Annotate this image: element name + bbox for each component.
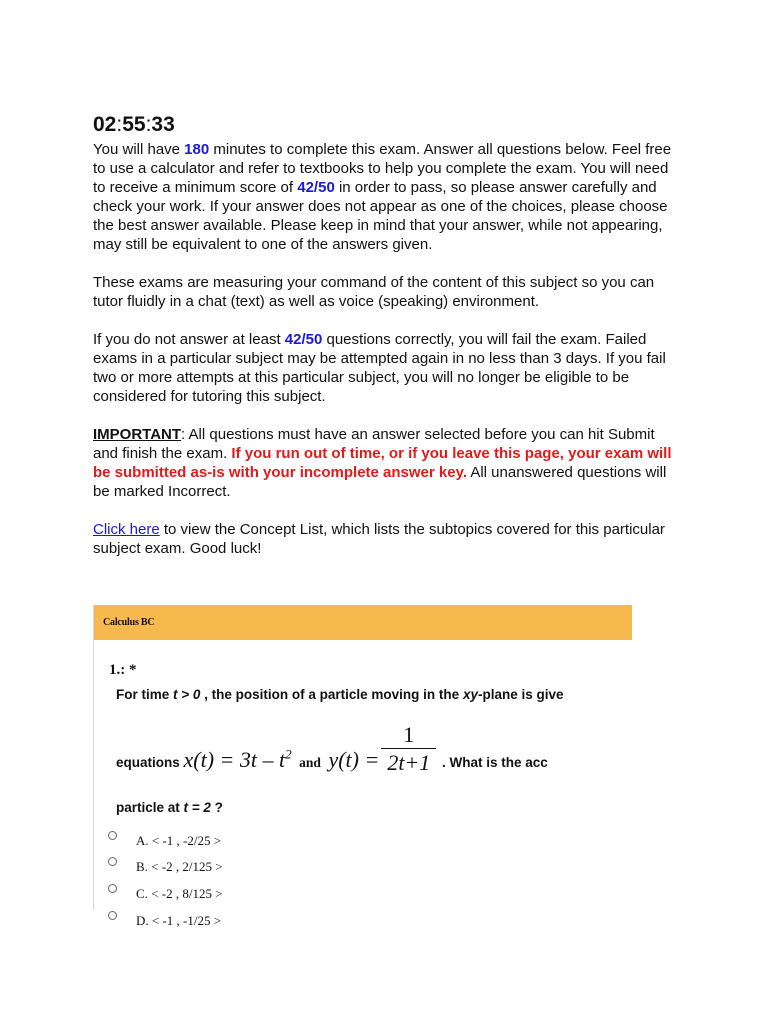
important-label: IMPORTANT — [93, 426, 182, 443]
pass-score-value: 42/50 — [284, 331, 323, 348]
answer-option-d[interactable]: D. < -1 , -1/25 > — [108, 913, 221, 929]
question-block — [94, 640, 632, 928]
purpose-paragraph: These exams are measuring your command of the content of this subject so you can tutor fluidly in a chat (text) as well as voice (speaking) environment. — [93, 274, 655, 310]
fail-paragraph: If you do not answer at least 42/50 questions correctly, you will fail the exam. Failed exams in a particular subject may be attempted again in no less than 3 days. If you fail two or more attempts at this particular subject, you will no longer be eligible to be considered for tutoring this subject. — [93, 331, 666, 405]
radio-button[interactable] — [108, 831, 117, 840]
exam-panel — [93, 605, 632, 928]
answer-option-a[interactable]: A. < -1 , -2/25 > — [108, 833, 221, 849]
question-text-line-1: For time t > 0 , the position of a particle moving in the xy-plane is give — [116, 687, 564, 702]
question-text-line-2: equations $x(t) = 3t - t^2$ and y(t) = $\frac{1}{2t+1}$ . What is the acc — [116, 722, 548, 775]
x-equation: $x(t) = 3t - t^2$ — [183, 746, 292, 773]
important-paragraph: IMPORTANT: All questions must have an answer selected before you can hit Submit and finish the exam. If you run out of time, or if you leave this page, your exam will be submitted as-is with your incomplete answer key. All unanswered questions will be marked Incorrect. — [93, 426, 672, 500]
intro-paragraph: You will have 180 minutes to complete this exam. Answer all questions below. Feel free to use a calculator and refer to textbooks to help you complete the exam. You will need to receive a minimum score of 42/50 in order to pass, so please answer carefully and check your work. If your answer does not appear as one of the choices, please choose the best answer available. Please keep in mind that your answer, while not appearing, may still be equivalent to one of the answers given. — [93, 141, 672, 253]
answer-option-c[interactable]: C. < -2 , 8/125 > — [108, 886, 223, 902]
y-equation: y(t) = — [328, 747, 380, 773]
concept-list-paragraph: Click here to view the Concept List, which lists the subtopics covered for this particular subject exam. Good luck! — [93, 521, 665, 557]
concept-list-link[interactable]: Click here — [93, 521, 160, 538]
min-score-value: 42/50 — [297, 179, 335, 196]
radio-button[interactable] — [108, 884, 117, 893]
question-number: 1.: * — [109, 662, 137, 678]
minutes-value: 180 — [184, 141, 210, 158]
radio-button[interactable] — [108, 911, 117, 920]
radio-button[interactable] — [108, 857, 117, 866]
instructions — [93, 112, 678, 558]
exam-subject-header: Calculus BC — [94, 605, 632, 640]
timeout-warning: If you run out of time, or if you leave this page, your exam will be submitted as-is with your incomplete answer key. — [93, 445, 672, 481]
countdown-timer: 02:55:33 — [93, 113, 175, 136]
y-fraction: $\frac{1}{2t+1}$ — [381, 722, 436, 777]
answer-option-b[interactable]: B. < -2 , 2/125 > — [108, 859, 223, 875]
question-text-line-3: particle at t = 2 ? — [116, 800, 223, 815]
